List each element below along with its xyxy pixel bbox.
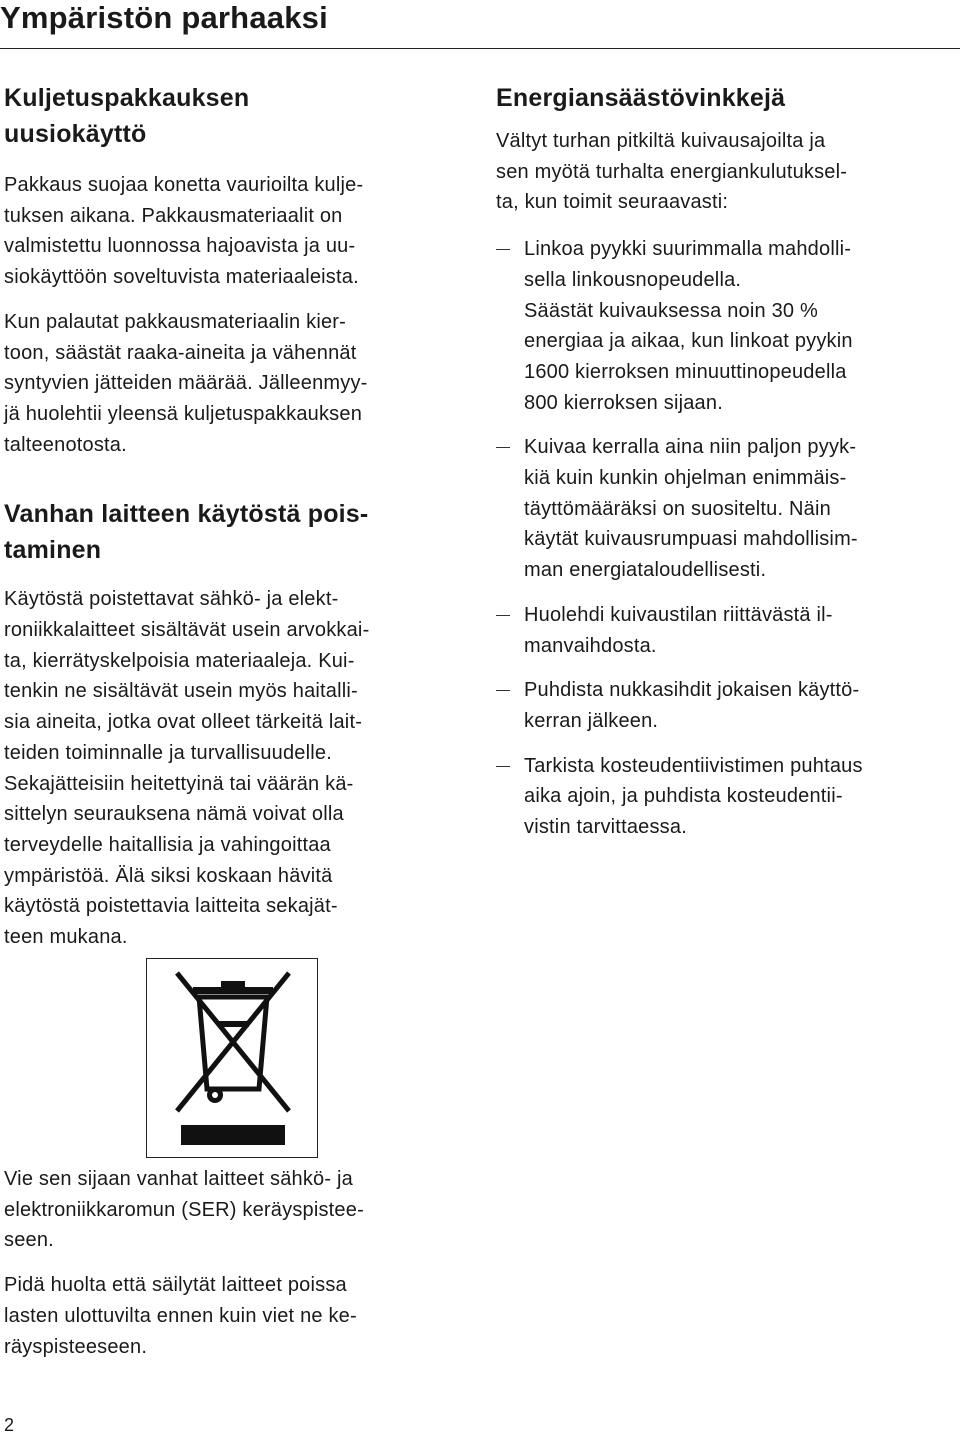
heading-line: Vanhan laitteen käytöstä pois-	[4, 500, 369, 529]
text-line: lasten ulottuvilta ennen kuin viet ne ke-	[4, 1304, 357, 1327]
list-item	[496, 234, 960, 418]
text-line: talteenotosta.	[4, 433, 127, 456]
text-line: terveydelle haitallisia ja vahingoittaa	[4, 833, 331, 856]
text-line: syntyvien jätteiden määrää. Jälleenmyy-	[4, 372, 368, 395]
text-line: man energiataloudellisesti.	[524, 559, 767, 582]
text-line: Tarkista kosteudentiivistimen puhtaus	[524, 754, 863, 777]
text-line: kerran jälkeen.	[524, 709, 659, 732]
right-column	[496, 80, 960, 857]
packaging-heading	[4, 80, 456, 152]
text-line: siokäyttöön soveltuvista materiaaleista.	[4, 266, 359, 289]
text-line: sen myötä turhalta energiankulutuksel-	[496, 160, 848, 183]
list-item	[496, 675, 960, 736]
text-line: teen mukana.	[4, 926, 128, 949]
crossed-out-wheelie-bin-icon	[146, 958, 318, 1158]
heading-line: uusiokäyttö	[4, 120, 147, 148]
list-item	[496, 600, 960, 661]
list-item	[496, 432, 960, 586]
page-number: 2	[4, 1415, 15, 1435]
text-line: Kuivaa kerralla aina niin paljon pyyk-	[524, 436, 857, 459]
text-line: 1600 kierroksen minuuttinopeudella	[524, 360, 847, 383]
text-line: roniikkalaitteet sisältävät usein arvokkai-	[4, 619, 370, 642]
text-line: sella linkousnopeudella.	[524, 268, 742, 291]
text-line: Sekajätteisiin heitettyinä tai väärän kä-	[4, 772, 354, 795]
dash-bullet-icon	[496, 615, 510, 616]
text-line: sittelyn seurauksena nämä voivat olla	[4, 803, 344, 826]
text-line: energiaa ja aikaa, kun linkoat pyykin	[524, 330, 853, 353]
text-line: Käytöstä poistettavat sähkö- ja elekt-	[4, 588, 339, 611]
text-line: seen.	[4, 1229, 54, 1252]
text-line: Vältyt turhan pitkiltä kuivausajoilta ja	[496, 130, 826, 152]
title-divider	[0, 48, 960, 49]
text-line: tuksen aikana. Pakkausmateriaalit on	[4, 204, 343, 227]
text-line: käytöstä poistettavia laitteita sekajät-	[4, 895, 338, 918]
text-line: jä huolehtii yleensä kuljetuspakkauksen	[4, 402, 363, 425]
dash-bullet-icon	[496, 766, 510, 767]
energy-tips-list	[496, 234, 960, 843]
text-line: Huolehdi kuivaustilan riittävästä il-	[524, 603, 833, 626]
text-line: toon, säästät raaka-aineita ja vähennät	[4, 341, 357, 364]
text-line: 800 kierroksen sijaan.	[524, 391, 723, 414]
text-line: Säästät kuivauksessa noin 30 %	[524, 299, 818, 322]
left-bottom-text	[4, 1164, 464, 1362]
dash-bullet-icon	[496, 690, 510, 691]
heading-line: taminen	[4, 536, 102, 565]
text-line: Puhdista nukkasihdit jokaisen käyttö-	[524, 679, 860, 702]
energy-intro	[496, 126, 960, 218]
text-line: kiä kuin kunkin ohjelman enimmäis-	[524, 467, 847, 490]
text-line: manvaihdosta.	[524, 634, 657, 657]
text-line: teiden toiminnalle ja turvallisuudelle.	[4, 741, 332, 764]
text-line: räyspisteeseen.	[4, 1335, 148, 1358]
text-line: elektroniikkaromun (SER) keräyspistee-	[4, 1198, 364, 1221]
text-line: täyttömääräksi on suositeltu. Näin	[524, 497, 831, 520]
text-line: Kun palautat pakkausmateriaalin kier-	[4, 310, 347, 333]
dash-bullet-icon	[496, 249, 510, 250]
text-line: aika ajoin, ja puhdista kosteudentii-	[524, 785, 843, 808]
text-line: käytät kuivausrumpuasi mahdollisim-	[524, 528, 858, 551]
dash-bullet-icon	[496, 447, 510, 448]
text-line: ta, kun toimit seuraavasti:	[496, 191, 729, 214]
text-line: ympäristöä. Älä siksi koskaan hävitä	[4, 864, 333, 887]
page-title: Ympäristön parhaaksi	[0, 0, 328, 35]
energy-heading: Energiansäästövinkkejä	[496, 84, 786, 112]
text-line: tenkin ne sisältävät usein myös haitalli-	[4, 680, 358, 703]
left-column	[4, 80, 456, 953]
disposal-heading	[4, 496, 456, 568]
heading-line: Kuljetuspakkauksen	[4, 84, 250, 112]
packaging-paragraph-1	[4, 170, 456, 293]
text-line: sia aineita, jotka ovat olleet tärkeitä lait-	[4, 711, 363, 734]
list-item	[496, 751, 960, 843]
text-line: Linkoa pyykki suurimmalla mahdolli-	[524, 238, 852, 261]
disposal-paragraph-3	[4, 1270, 464, 1362]
text-line: Vie sen sijaan vanhat laitteet sähkö- ja	[4, 1168, 353, 1190]
text-line: valmistettu luonnossa hajoavista ja uu-	[4, 235, 356, 258]
disposal-paragraph-2	[4, 1164, 464, 1256]
text-line: ta, kierrätyskelpoisia materiaaleja. Kui-	[4, 649, 355, 672]
packaging-paragraph-2	[4, 307, 456, 461]
text-line: Pakkaus suojaa konetta vaurioilta kulje-	[4, 174, 364, 196]
disposal-paragraph	[4, 584, 456, 952]
text-line: Pidä huolta että säilytät laitteet poissa	[4, 1274, 347, 1297]
text-line: vistin tarvittaessa.	[524, 816, 687, 839]
